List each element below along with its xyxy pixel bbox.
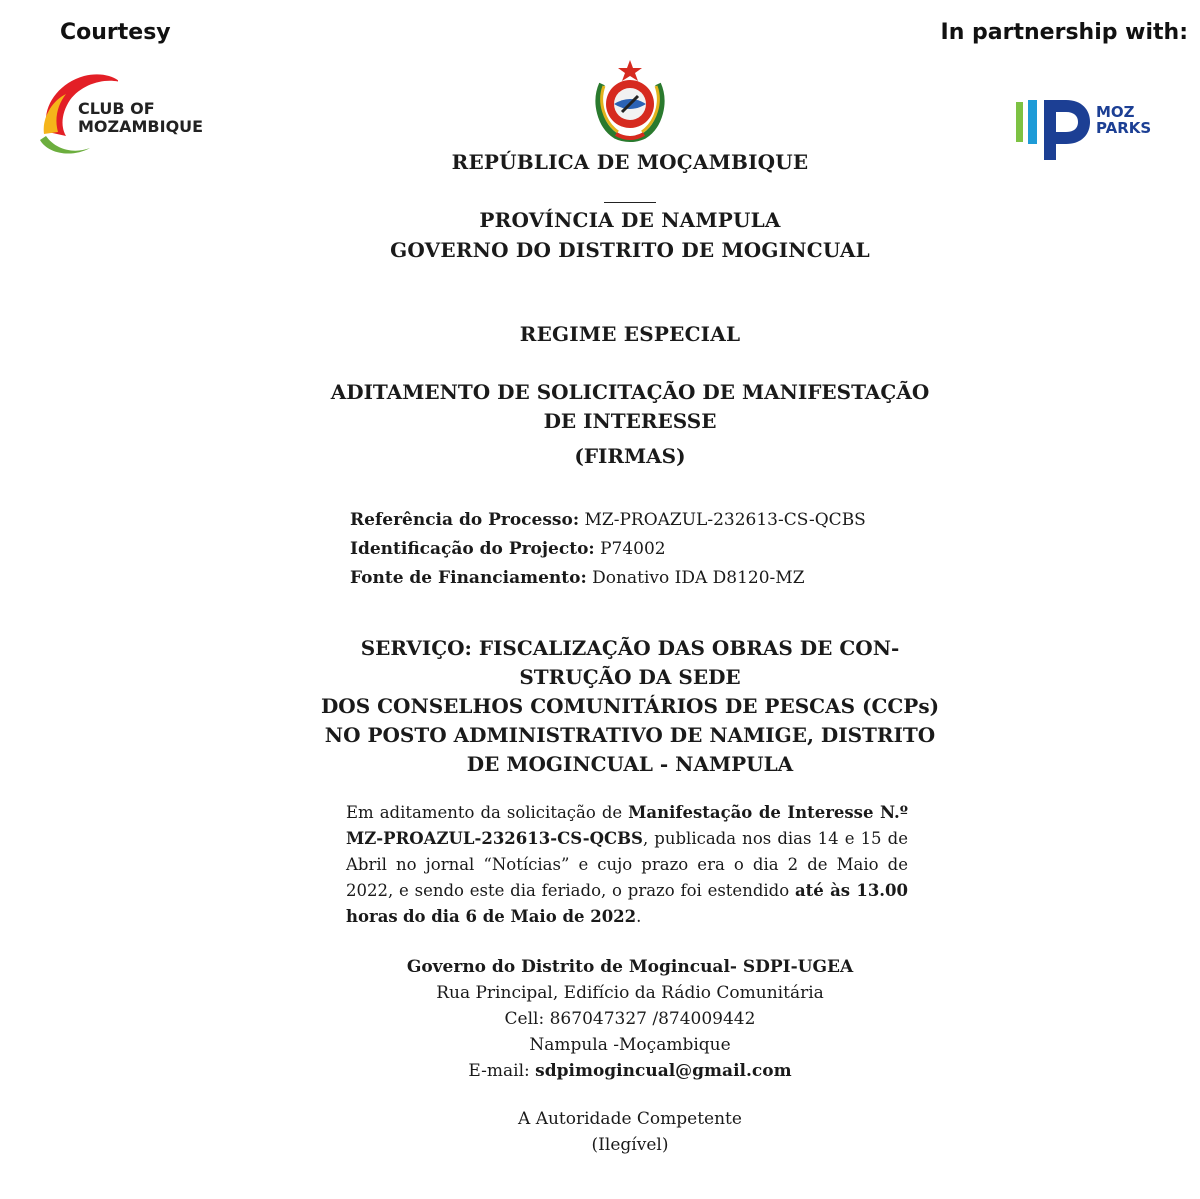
moz-parks-line2: PARKS — [1096, 119, 1152, 137]
title-line1: ADITAMENTO DE SOLICITAÇÃO DE MANIFESTAÇÃO — [330, 380, 930, 404]
contact-email: sdpimogincual@gmail.com — [535, 1061, 792, 1081]
club-logo-line2: MOZAMBIQUE — [78, 117, 204, 136]
service-line5: DE MOGINCUAL - NAMPULA — [466, 752, 794, 776]
contact-cell: Cell: 867047327 /874009442 — [504, 1009, 756, 1029]
title-line2: DE INTERESSE — [543, 409, 717, 433]
para-deadline-time: até às 13.00 horas — [346, 881, 909, 926]
para-part-e: Abril no jornal “Notícias” e cujo prazo era o dia 2 de Maio de 2022, — [346, 855, 908, 900]
club-of-mozambique-logo — [38, 70, 208, 160]
authority-signature: (Ilegível) — [591, 1135, 669, 1155]
project-row — [350, 535, 910, 564]
funding-value: Donativo IDA D8120-MZ — [592, 568, 805, 588]
para-end: . — [636, 907, 642, 926]
funding-row — [350, 564, 910, 593]
title-line3: (FIRMAS) — [574, 444, 686, 468]
project-label: Identificação do Projecto: — [350, 539, 595, 559]
moz-parks-line1: MOZ — [1096, 103, 1135, 121]
courtesy-label: Courtesy — [60, 20, 171, 45]
regime-heading: REGIME ESPECIAL — [519, 322, 741, 346]
contact-address: Rua Principal, Edifício da Rádio Comunitária — [436, 983, 824, 1003]
contact-city: Nampula -Moçambique — [529, 1035, 731, 1055]
heading-divider — [604, 202, 656, 203]
authority-title: A Autoridade Competente — [518, 1109, 742, 1129]
authority-block — [420, 1106, 840, 1158]
service-line1: SERVIÇO: FISCALIZAÇÃO DAS OBRAS DE CON- — [360, 636, 900, 660]
para-part-b: Manifestação de Interesse N.º — [628, 803, 908, 822]
club-logo-line1: CLUB OF — [78, 99, 155, 118]
moz-parks-logo — [1014, 98, 1164, 164]
service-line2: STRUÇÃO DA SEDE — [519, 665, 741, 689]
coat-of-arms-icon — [590, 56, 670, 142]
reference-value: MZ-PROAZUL-232613-CS-QCBS — [584, 510, 866, 530]
project-value: P74002 — [600, 539, 666, 559]
partnership-label: In partnership with: — [940, 20, 1188, 45]
service-title — [320, 634, 940, 779]
contact-organization: Governo do Distrito de Mogincual- SDPI-UGEA — [406, 957, 854, 977]
para-part-f: e sendo este dia feriado, o prazo foi estendido — [399, 881, 795, 900]
contact-email-label: E-mail: — [468, 1061, 536, 1081]
province-heading: PROVÍNCIA DE NAMPULA — [479, 208, 781, 232]
country-heading: REPÚBLICA DE MOÇAMBIQUE — [451, 150, 809, 174]
moz-parks-mark-icon — [1014, 98, 1094, 162]
government-heading: GOVERNO DO DISTRITO DE MOGINCUAL — [390, 238, 870, 262]
service-line4: NO POSTO ADMINISTRATIVO DE NAMIGE, DISTRITO — [324, 723, 936, 747]
para-part-a: Em aditamento da solicitação de — [346, 803, 629, 822]
extension-paragraph — [346, 800, 908, 930]
para-part-d: , publicada nos dias 14 e 15 de — [642, 829, 908, 848]
mozambique-coat-of-arms-emblem — [590, 56, 670, 142]
para-deadline-date: do dia 6 de Maio de 2022 — [402, 907, 637, 926]
reference-row — [350, 506, 910, 535]
contact-block — [320, 954, 940, 1084]
service-line3: DOS CONSELHOS COMUNITÁRIOS DE PESCAS (CCPs) — [320, 694, 940, 718]
funding-label: Fonte de Financiamento: — [350, 568, 587, 588]
contact-email-row — [320, 1058, 940, 1084]
para-reference: MZ-PROAZUL-232613-CS-QCBS — [346, 829, 643, 848]
reference-details — [350, 506, 910, 593]
reference-label: Referência do Processo: — [350, 510, 580, 530]
